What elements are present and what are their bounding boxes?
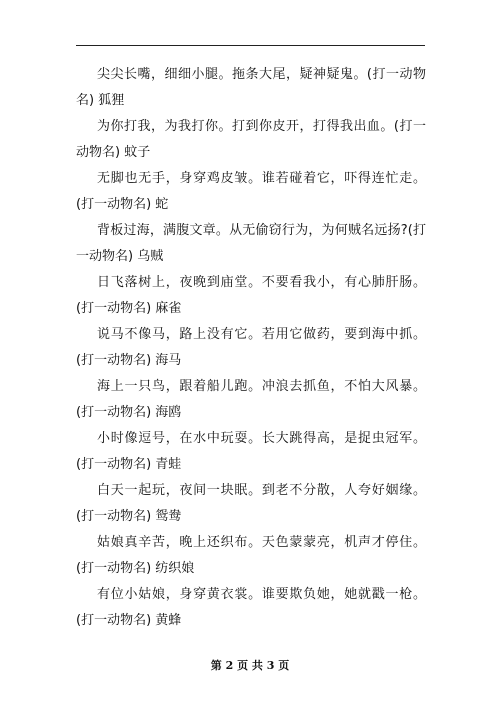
- header-rule: [76, 45, 425, 46]
- riddle-paragraph: 小时像逗号，在水中玩耍。长大跳得高，是捉虫冠军。(打一动物名) 青蛙: [76, 431, 426, 472]
- riddle-paragraph: 说马不像马，路上没有它。若用它做药，要到海中抓。(打一动物名) 海马: [76, 327, 426, 368]
- riddle-paragraph: 无脚也无手，身穿鸡皮皱。谁若碰着它，吓得连忙走。(打一动物名) 蛇: [76, 171, 426, 212]
- riddle-paragraph: 尖尖长嘴，细细小腿。拖条大尾，疑神疑鬼。(打一动物名) 狐狸: [76, 67, 426, 108]
- page-number-footer: 第 2 页 共 3 页: [210, 659, 290, 672]
- riddle-paragraph: 日飞落树上，夜晚到庙堂。不要看我小，有心肺肝肠。(打一动物名) 麻雀: [76, 275, 426, 316]
- riddle-list: [76, 62, 426, 634]
- riddle-paragraph: 姑娘真辛苦，晚上还织布。天色蒙蒙亮，机声才停住。(打一动物名) 纺织娘: [76, 535, 426, 576]
- riddle-paragraph: 海上一只鸟，跟着船儿跑。冲浪去抓鱼，不怕大风暴。(打一动物名) 海鸥: [76, 379, 426, 420]
- riddle-paragraph: 有位小姑娘，身穿黄衣裳。谁要欺负她，她就戳一枪。(打一动物名) 黄蜂: [76, 587, 426, 628]
- riddle-paragraph: 背板过海，满腹文章。从无偷窃行为，为何贼名远扬?(打一动物名) 乌贼: [76, 223, 426, 264]
- riddle-paragraph: 为你打我，为我打你。打到你皮开，打得我出血。(打一动物名) 蚊子: [76, 119, 426, 160]
- riddle-paragraph: 白天一起玩，夜间一块眠。到老不分散，人夸好姻缘。(打一动物名) 鸳鸯: [76, 483, 426, 524]
